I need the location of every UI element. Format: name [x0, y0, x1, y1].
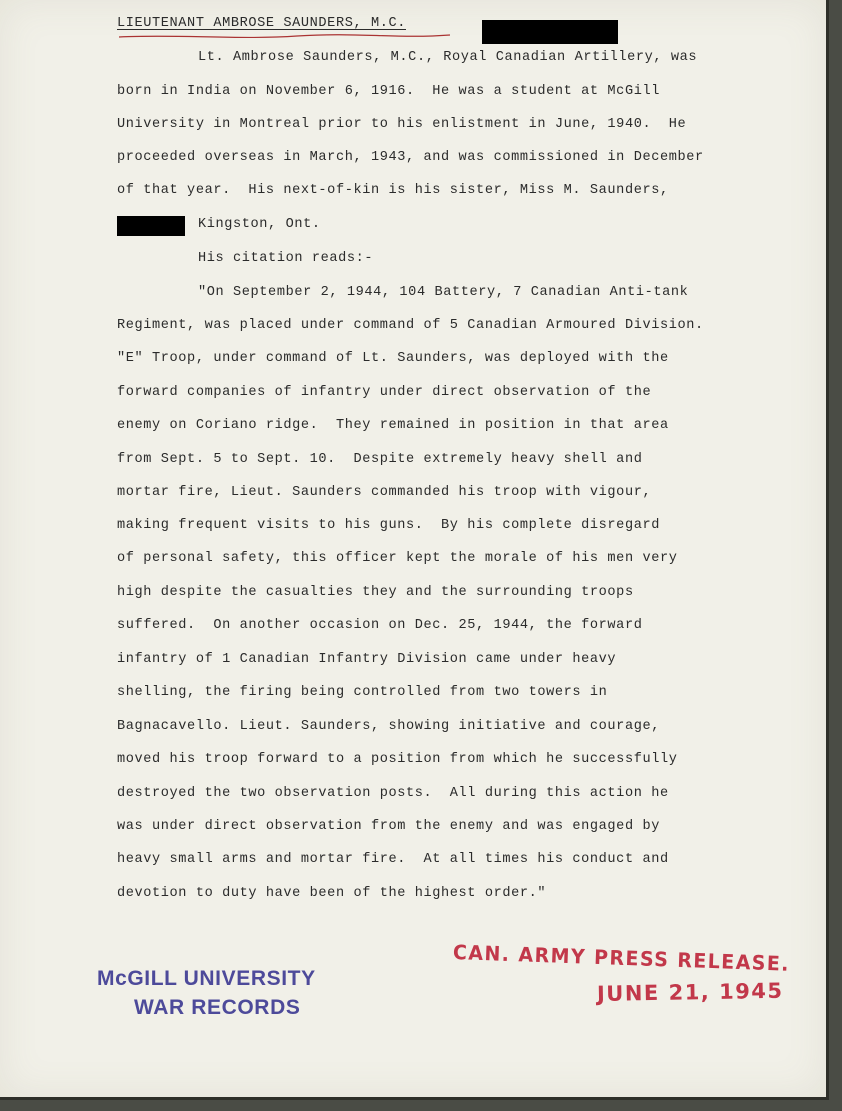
citation-line: heavy small arms and mortar fire. At all times his conduct and [117, 852, 669, 867]
citation-line: forward companies of infantry under direct observation of the [117, 385, 652, 400]
citation-line: of personal safety, this officer kept the morale of his men very [117, 551, 678, 566]
citation-line: suffered. On another occasion on Dec. 25, 1944, the forward [117, 618, 643, 633]
citation-line: devotion to duty have been of the highest order." [117, 886, 547, 901]
archive-stamp-line: McGILL UNIVERSITY [97, 967, 316, 990]
heading-underline-scribble [117, 33, 452, 41]
citation-line: from Sept. 5 to Sept. 10. Despite extremely heavy shell and [117, 452, 643, 467]
citation-line: "On September 2, 1944, 104 Battery, 7 Canadian Anti-tank [198, 285, 689, 300]
intro-line: Kingston, Ont. [198, 217, 321, 232]
redaction-bar-header [482, 20, 618, 44]
citation-line: infantry of 1 Canadian Infantry Division came under heavy [117, 652, 617, 667]
citation-line: Bagnacavello. Lieut. Saunders, showing initiative and courage, [117, 719, 660, 734]
citation-line: shelling, the firing being controlled from two towers in [117, 685, 608, 700]
citation-line: moved his troop forward to a position from which he successfully [117, 752, 678, 767]
citation-line: "E" Troop, under command of Lt. Saunders, was deployed with the [117, 351, 669, 366]
citation-line: enemy on Coriano ridge. They remained in position in that area [117, 418, 669, 433]
citation-line: mortar fire, Lieut. Saunders commanded his troop with vigour, [117, 485, 652, 500]
archive-stamp-line: WAR RECORDS [134, 996, 301, 1019]
intro-line: University in Montreal prior to his enlistment in June, 1940. He [117, 117, 687, 132]
citation-line: high despite the casualties they and the surrounding troops [117, 585, 634, 600]
citation-line: making frequent visits to his guns. By his complete disregard [117, 518, 660, 533]
handwritten-source-note: CAN. ARMY PRESS RELEASE. [452, 940, 791, 976]
intro-line: Lt. Ambrose Saunders, M.C., Royal Canadian Artillery, was [198, 50, 698, 65]
intro-line: proceeded overseas in March, 1943, and was commissioned in December [117, 150, 704, 165]
citation-line: Regiment, was placed under command of 5 Canadian Armoured Division. [117, 318, 704, 333]
document-heading: LIEUTENANT AMBROSE SAUNDERS, M.C. [117, 16, 406, 31]
citation-line: destroyed the two observation posts. All during this action he [117, 786, 669, 801]
redaction-bar-address [117, 216, 185, 236]
handwritten-date-note: JUNE 21, 1945 [596, 978, 784, 1006]
citation-intro: His citation reads:- [198, 251, 374, 266]
intro-line: of that year. His next-of-kin is his sister, Miss M. Saunders, [117, 183, 669, 198]
citation-line: was under direct observation from the enemy and was engaged by [117, 819, 660, 834]
intro-line: born in India on November 6, 1916. He was a student at McGill [117, 84, 660, 99]
